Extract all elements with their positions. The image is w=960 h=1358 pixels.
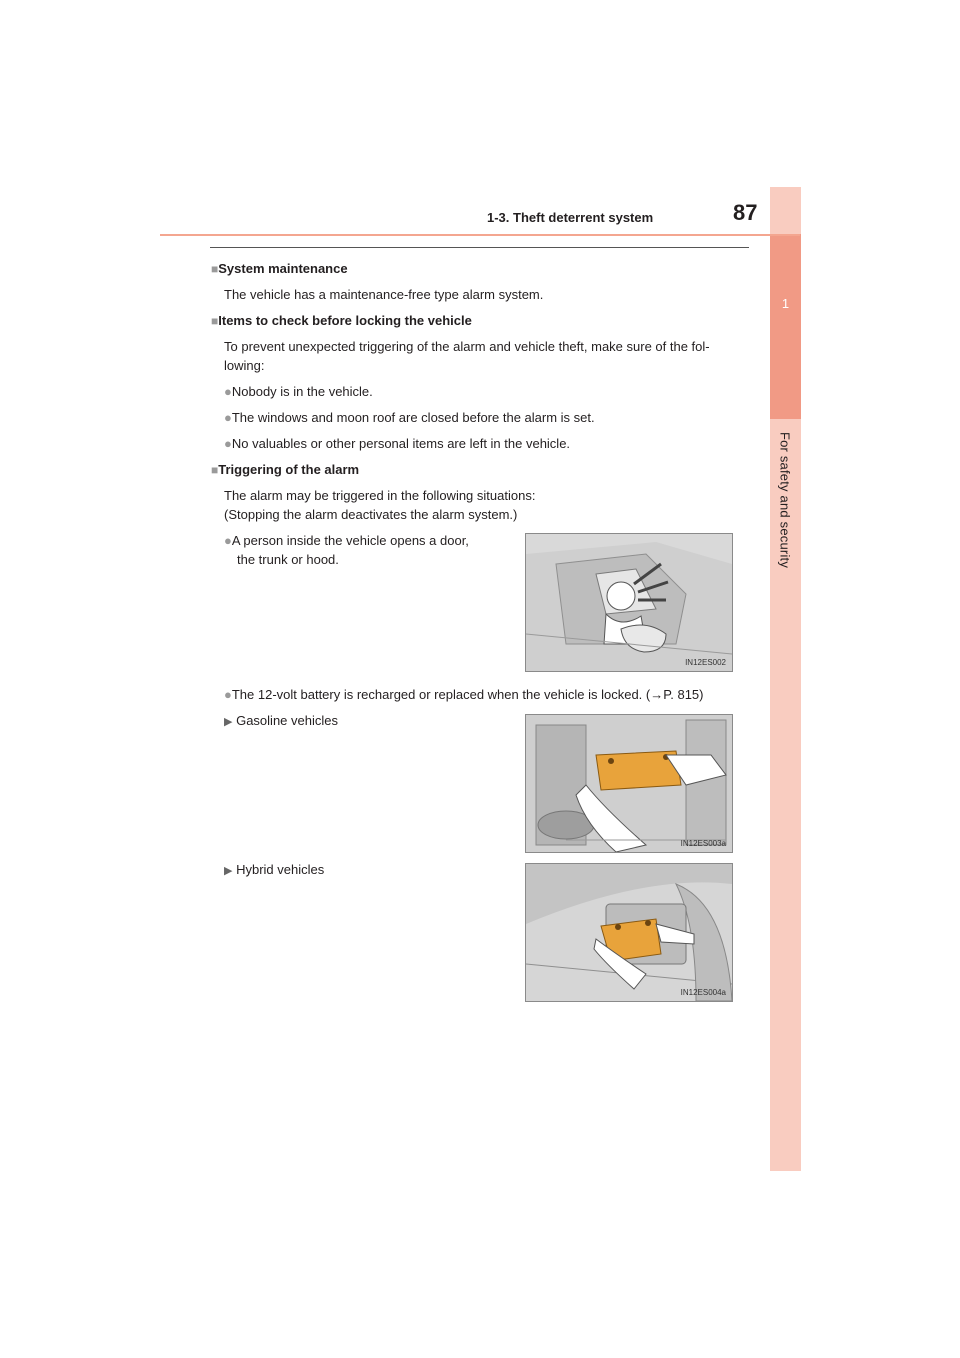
list-item: ●No valuables or other personal items are left in the vehicle. (224, 436, 571, 451)
engine-bay-illustration (526, 715, 732, 852)
figure-gasoline-battery (525, 714, 733, 853)
list-item: ●A person inside the vehicle opens a door, (224, 533, 469, 548)
heading-system-maintenance: ■System maintenance (211, 261, 348, 276)
text-maintenance: The vehicle has a maintenance-free type alarm system. (224, 287, 544, 302)
circle-bullet-icon: ● (224, 410, 232, 425)
heading-items-to-check: ■Items to check before locking the vehicle (211, 313, 472, 328)
text-triggering-line2: (Stopping the alarm deactivates the alarm system.) (224, 507, 518, 522)
triangle-bullet-icon: ▶ (224, 865, 233, 877)
circle-bullet-icon: ● (224, 384, 232, 399)
circle-bullet-icon: ● (224, 687, 232, 702)
sub-item-hybrid: ▶ Hybrid vehicles (224, 862, 325, 877)
list-item: ●The 12-volt battery is recharged or replaced when the vehicle is locked. (→P. 815) (224, 687, 704, 702)
header-divider (160, 234, 800, 236)
text-items-line1: To prevent unexpected triggering of the alarm and vehicle theft, make sure of the fol- (224, 339, 710, 354)
figure-person-in-vehicle (525, 533, 733, 672)
arrow-icon: → (650, 687, 664, 702)
chapter-title: For safety and security (777, 431, 793, 569)
square-bullet-icon: ■ (211, 314, 219, 328)
page-reference[interactable]: P. 815) (663, 687, 704, 702)
list-item: ●Nobody is in the vehicle. (224, 384, 373, 399)
figure-code: IN12ES002 (685, 658, 726, 667)
content-divider (210, 247, 749, 248)
sub-item-gasoline: ▶ Gasoline vehicles (224, 713, 338, 728)
square-bullet-icon: ■ (211, 463, 219, 477)
heading-triggering: ■Triggering of the alarm (211, 462, 360, 477)
chapter-number: 1 (781, 296, 790, 311)
circle-bullet-icon: ● (224, 533, 232, 548)
section-title: 1-3. Theft deterrent system (487, 210, 654, 225)
page-number: 87 (733, 200, 758, 225)
text-triggering-line1: The alarm may be triggered in the following situations: (224, 488, 536, 503)
triangle-bullet-icon: ▶ (224, 716, 233, 728)
trunk-illustration (526, 864, 732, 1001)
list-item: ●The windows and moon roof are closed before the alarm is set. (224, 410, 595, 425)
car-interior-illustration (526, 534, 732, 671)
text-items-line2: lowing: (224, 358, 265, 373)
list-item-continuation: the trunk or hood. (237, 552, 339, 567)
circle-bullet-icon: ● (224, 436, 232, 451)
side-tab-chapter-block (770, 234, 801, 419)
figure-hybrid-battery (525, 863, 733, 1002)
square-bullet-icon: ■ (211, 262, 219, 276)
figure-code: IN12ES004a (680, 988, 726, 997)
figure-code: IN12ES003a (680, 839, 726, 848)
